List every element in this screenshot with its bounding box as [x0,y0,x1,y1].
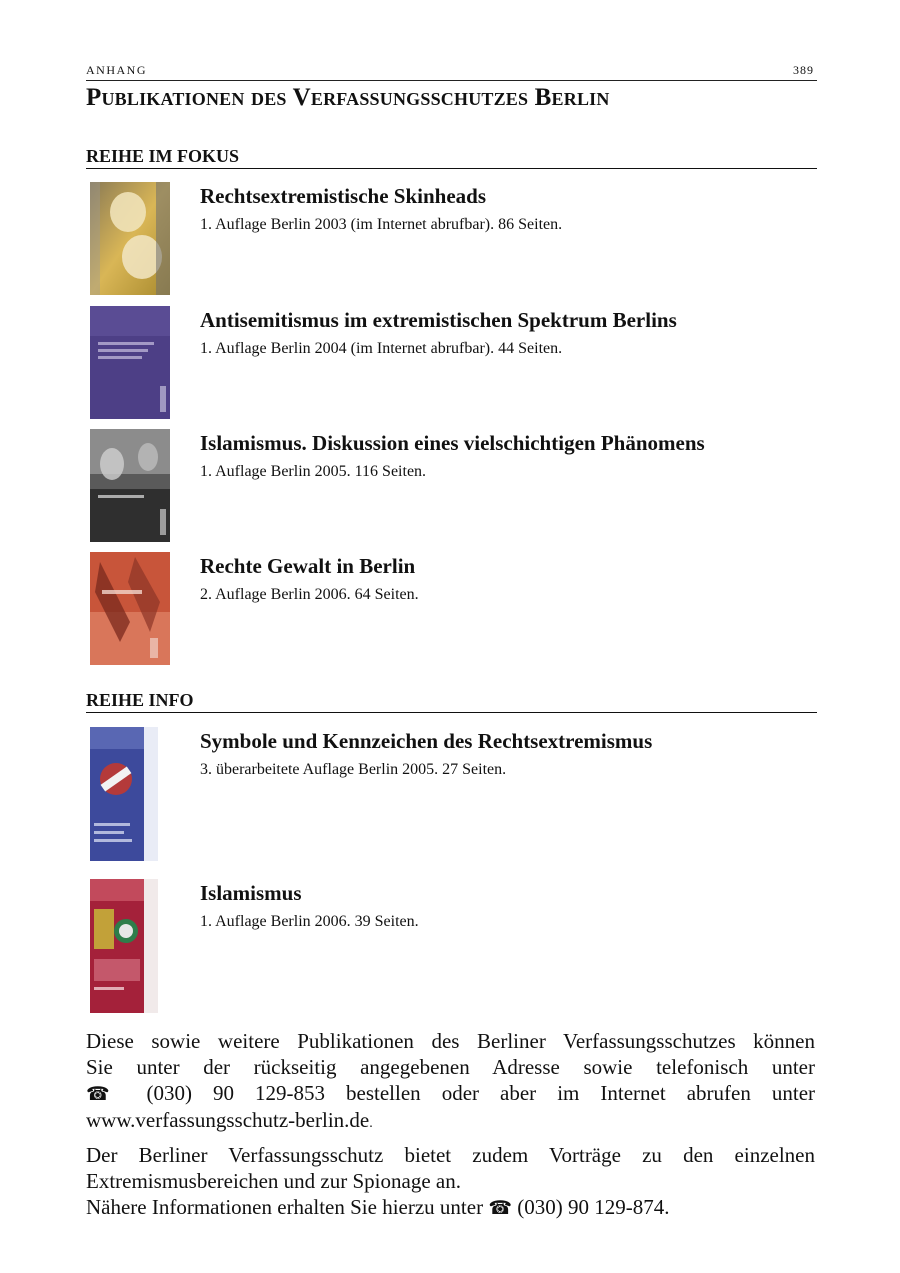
cover-image-symbole [90,727,158,861]
section-heading-reihe-im-fokus [86,144,817,169]
running-head [86,62,817,81]
phone-icon: ☎ [86,1083,126,1105]
section-heading-label: REIHE INFO [86,690,194,710]
publication-detail: 1. Auflage Berlin 2004 (im Internet abrufbar). 44 Seiten. [200,340,563,357]
ordering-info-paragraph [86,1028,815,1137]
paragraph-line: Diese sowie weitere Publikationen des Berliner Verfassungsschutzes können [86,1029,815,1053]
phone-number: (030) 90 129-874. [517,1195,670,1219]
publication-detail: 1. Auflage Berlin 2003 (im Internet abrufbar). 86 Seiten. [200,216,563,233]
publication-detail: 1. Auflage Berlin 2005. 116 Seiten. [200,463,427,480]
paragraph-line: Der Berliner Verfassungsschutz bietet zudem Vorträge zu den einzelnen [86,1143,815,1167]
paragraph-line-with-phone [86,1194,815,1221]
publication-detail: 2. Auflage Berlin 2006. 64 Seiten. [200,586,419,603]
url-suffix: . [369,1116,373,1131]
publication-detail: 3. überarbeitete Auflage Berlin 2005. 27 Seiten. [200,761,507,778]
phone-icon: ☎ [488,1197,512,1219]
cover-image-islamismus-diskussion [90,429,170,542]
cover-image-skinheads [90,182,170,295]
publication-title: Antisemitismus im extremistischen Spektrum Berlins [200,308,677,332]
publication-title: Rechtsextremistische Skinheads [200,184,487,208]
running-head-section: ANHANG [86,63,147,77]
paragraph-line-url [86,1107,815,1137]
publication-title: Islamismus [200,881,302,905]
section-heading-label: REIHE IM FOKUS [86,146,240,166]
paragraph-line: Sie unter der rückseitig angegebenen Adresse sowie telefonisch unter [86,1055,815,1079]
website-link[interactable]: www.verfassungsschutz-berlin.de [86,1108,370,1132]
cover-image-antisemitismus [90,306,170,419]
paragraph-line-text: Nähere Informationen erhalten Sie hierzu unter [86,1195,484,1219]
page-number: 389 [793,63,814,77]
page-title: Publikationen des Verfassungsschutzes Berlin [86,84,610,111]
paragraph-line: Extremismusbereichen und zur Spionage an. [86,1169,461,1193]
cover-image-islamismus [90,879,158,1013]
cover-image-rechte-gewalt [90,552,170,665]
lectures-info-paragraph [86,1142,815,1221]
publication-title: Rechte Gewalt in Berlin [200,554,416,578]
publication-title: Symbole und Kennzeichen des Rechtsextremismus [200,729,653,753]
section-heading-reihe-info [86,688,817,713]
publication-title: Islamismus. Diskussion eines vielschichtigen Phänomens [200,431,705,455]
paragraph-line-text: (030) 90 129-853 bestellen oder aber im Internet abrufen unter [146,1081,816,1105]
publication-detail: 1. Auflage Berlin 2006. 39 Seiten. [200,913,419,930]
paragraph-line-with-phone [86,1080,815,1107]
